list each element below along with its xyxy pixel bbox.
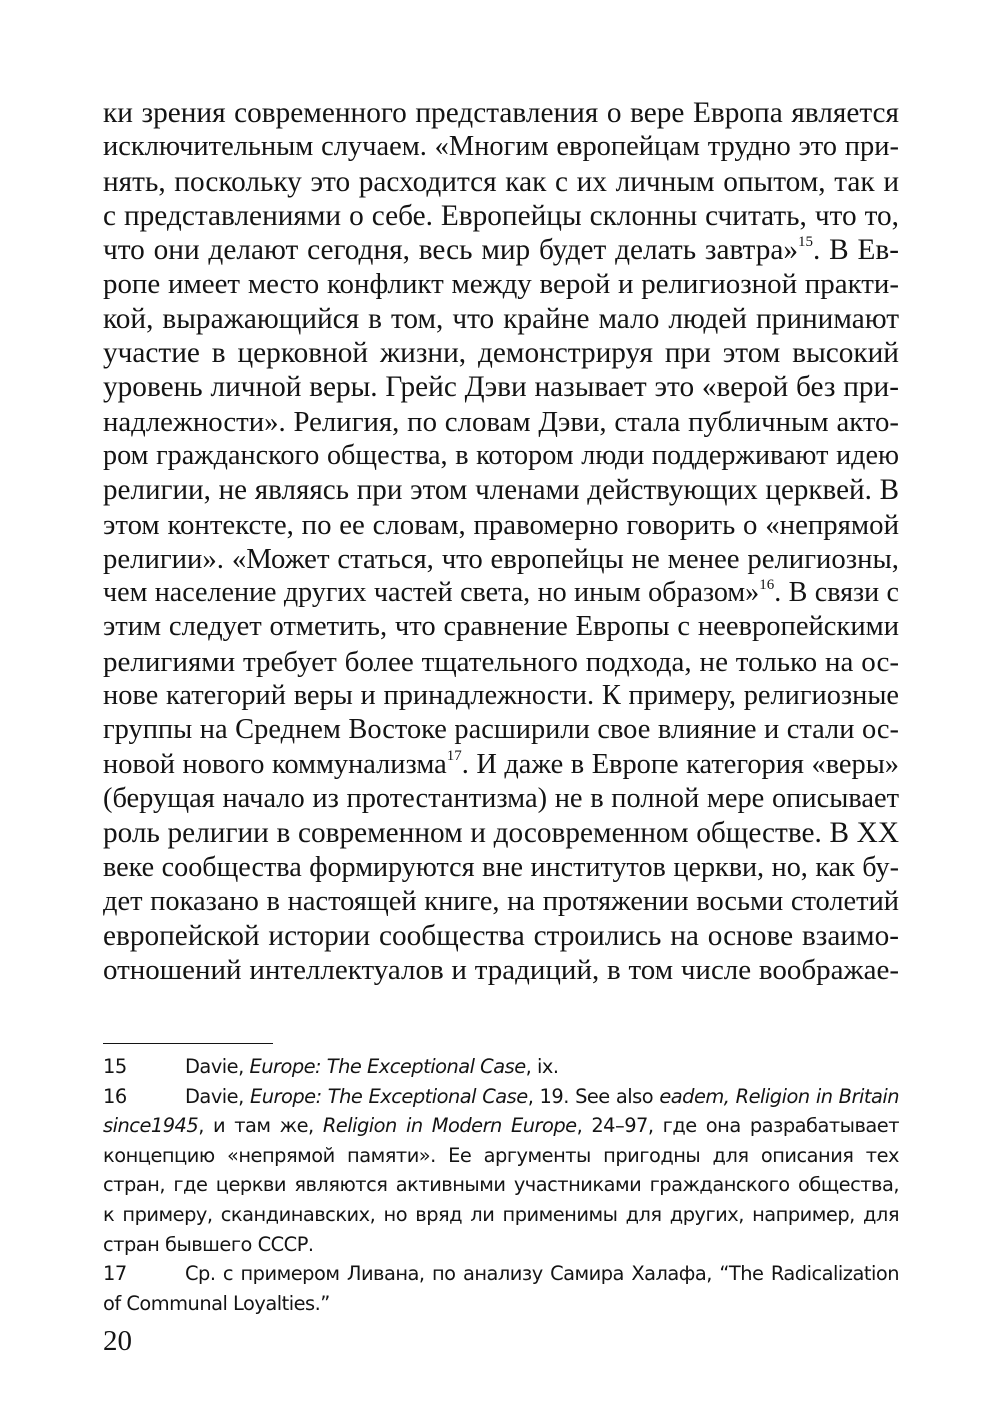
- main-text: [103, 96, 899, 988]
- text-line: группы на Среднем Востоке расширили свое влияние и стали ос-: [103, 714, 899, 746]
- footnote-line: стран бывшего СССР.: [103, 1232, 314, 1256]
- footnote-text: , и там же,: [198, 1114, 323, 1138]
- text-fragment: что они делают сегодня, весь мир будет делать завтра»: [103, 234, 799, 267]
- footnote-15: [103, 1052, 899, 1082]
- text-line: этом контексте, по ее словам, правомерно говорить о «непрямой: [103, 508, 899, 541]
- text-line: дет показано в настоящей книге, на протяжении восьми столетий: [103, 885, 899, 917]
- text-line: с представлениями о себе. Европейцы склонны считать, что то,: [103, 199, 899, 232]
- text-fragment: чем население других частей света, но иным образом»: [103, 577, 760, 609]
- text-line: участие в церковной жизни, демонстрируя при этом высокий: [103, 337, 899, 370]
- footnote-divider: [103, 1043, 273, 1044]
- text-line: ки зрения современного представления о вере Европа является: [103, 97, 899, 129]
- footnote-ref-16[interactable]: 16: [759, 576, 775, 593]
- book-title: Europe: The Exceptional Case: [249, 1084, 528, 1108]
- footnote-line: концепцию «непрямой памяти». Ее аргументы пригодны для описания тех: [103, 1143, 899, 1167]
- text-line: ропе имеет место конфликт между верой и религиозной практи-: [103, 268, 899, 301]
- book-title: eadem, Religion in Britain: [659, 1084, 899, 1108]
- text-line: ром гражданского общества, в котором люди поддерживают идею: [103, 439, 899, 471]
- text-line: [103, 576, 899, 610]
- footnote-text: , 19. See also: [527, 1084, 660, 1108]
- footnote-text: , ix.: [525, 1055, 559, 1078]
- footnote-line: стран, где церкви являются активными участниками гражданского общества,: [103, 1173, 899, 1197]
- footnote-ref-17[interactable]: 17: [446, 748, 462, 765]
- text-line: исключительным случаем. «Многим европейцам трудно это при-: [103, 131, 899, 163]
- text-fragment: . В Ев-: [813, 234, 899, 267]
- text-line: [103, 233, 899, 267]
- text-fragment: . В связи с: [774, 577, 899, 609]
- text-line: роль религии в современном и досовременном обществе. В XX: [103, 817, 899, 850]
- footnote-text: Ср. с примером Ливана, по анализу Самира Халафа, “The Radicalization: [185, 1262, 899, 1286]
- footnote-text: Davie,: [185, 1084, 250, 1108]
- footnote-number: 16: [103, 1084, 127, 1108]
- text-line: веке сообщества формируются вне институтов церкви, но, как бу-: [103, 851, 899, 883]
- text-fragment: . И даже в Европе категория «веры»: [461, 748, 900, 780]
- text-line: религии». «Может статься, что европейцы не менее религиозны,: [103, 542, 899, 575]
- footnote-ref-15[interactable]: 15: [798, 234, 814, 251]
- text-line: нять, поскольку это расходится как с их личным опытом, так и: [103, 165, 899, 198]
- footnote-line: [103, 1111, 899, 1141]
- text-line: европейской истории сообщества строились на основе взаимо-: [103, 920, 899, 953]
- footnotes: [103, 1052, 899, 1318]
- footnote-16: [103, 1082, 899, 1112]
- footnote-number: 17: [103, 1262, 127, 1286]
- text-line: религиями требует более тщательного подхода, не только на ос-: [103, 645, 899, 678]
- book-title: Europe: The Exceptional Case: [249, 1055, 526, 1078]
- footnote-text: , 24–97, где она разрабатывает: [576, 1114, 899, 1138]
- footnote-text: Davie,: [185, 1055, 250, 1078]
- text-line: этим следует отметить, что сравнение Европы с неевропейскими: [103, 611, 899, 643]
- footnote-17: [103, 1259, 899, 1289]
- book-title: since1945: [103, 1114, 199, 1138]
- text-line: религии, не являясь при этом членами действующих церквей. В: [103, 474, 899, 507]
- book-title: Religion in Modern Europe: [322, 1114, 577, 1138]
- text-line: уровень личной веры. Грейс Дэви называет это «верой без при-: [103, 371, 899, 404]
- text-line: [103, 748, 899, 782]
- text-line: нове категорий веры и принадлежности. К примеру, религиозные: [103, 680, 899, 712]
- page-number: 20: [103, 1325, 132, 1357]
- text-line: надлежности». Религия, по словам Дэви, стала публичным акто-: [103, 405, 899, 438]
- text-fragment: новой нового коммунализма: [103, 748, 447, 780]
- text-line: кой, выражающийся в том, что крайне мало людей принимают: [103, 302, 899, 335]
- text-line: (берущая начало из протестантизма) не в полной мере описывает: [103, 782, 899, 814]
- footnote-line: of Communal Loyalties.”: [103, 1291, 330, 1315]
- text-line: отношений интеллектуалов и традиций, в том числе воображае-: [103, 954, 899, 987]
- footnote-number: 15: [103, 1055, 127, 1078]
- footnote-line: к примеру, скандинавских, но вряд ли применимы для других, например, для: [103, 1202, 899, 1226]
